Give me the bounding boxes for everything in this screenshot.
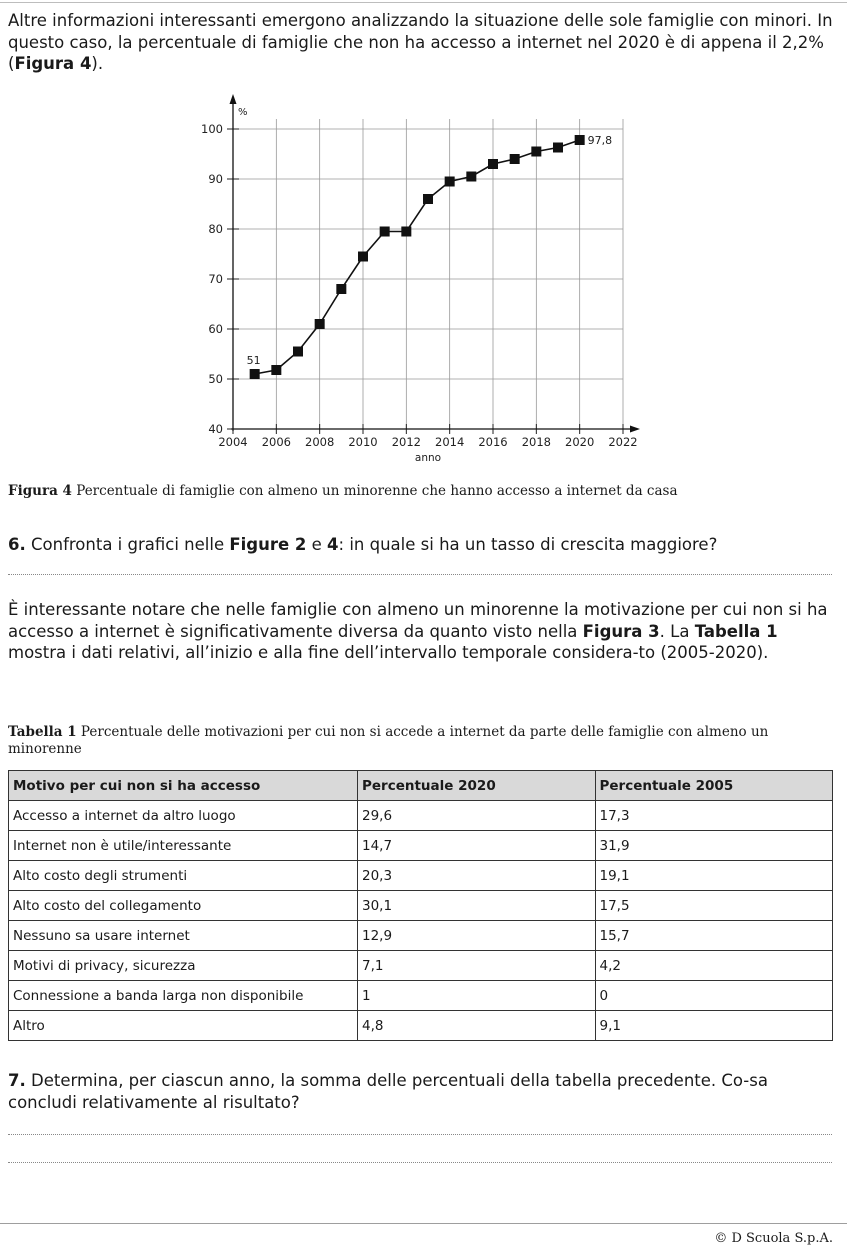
table-row bbox=[9, 921, 833, 951]
header-motivo: Motivo per cui non si ha accesso bbox=[9, 771, 358, 801]
question-6-ref-1: Figure 2 bbox=[229, 535, 307, 554]
intro-figure-ref: Figura 4 bbox=[14, 54, 92, 73]
question-7-number: 7. bbox=[8, 1071, 26, 1090]
y-tick-label: 50 bbox=[208, 372, 223, 386]
cell-2005: 17,3 bbox=[595, 801, 833, 831]
x-axis-arrow bbox=[630, 426, 640, 433]
y-tick-label: 90 bbox=[208, 172, 223, 186]
question-6-text-2: e bbox=[306, 535, 328, 554]
table-caption-text: Percentuale delle motivazioni per cui non si accede a internet da parte delle famiglie con almeno un minorenne bbox=[8, 724, 769, 757]
y-tick-label: 80 bbox=[208, 222, 223, 236]
x-tick-label: 2014 bbox=[435, 435, 465, 449]
table-row bbox=[9, 981, 833, 1011]
table-caption-label: Tabella 1 bbox=[8, 724, 77, 740]
header-2005: Percentuale 2005 bbox=[595, 771, 833, 801]
x-tick-label: 2004 bbox=[218, 435, 248, 449]
cell-2005: 15,7 bbox=[595, 921, 833, 951]
figure-caption-label: Figura 4 bbox=[8, 483, 72, 499]
x-tick-label: 2006 bbox=[261, 435, 291, 449]
y-tick-label: 60 bbox=[208, 322, 223, 336]
cell-motivo: Internet non è utile/interessante bbox=[9, 831, 358, 861]
cell-motivo: Accesso a internet da altro luogo bbox=[9, 801, 358, 831]
paragraph-2-ref-1: Figura 3 bbox=[582, 621, 660, 641]
cell-2020: 7,1 bbox=[358, 951, 596, 981]
cell-motivo: Alto costo degli strumenti bbox=[9, 861, 358, 891]
intro-text-end: ). bbox=[91, 54, 104, 73]
cell-2020: 30,1 bbox=[358, 891, 596, 921]
x-axis-label: anno bbox=[414, 452, 442, 464]
table-row bbox=[9, 861, 833, 891]
cell-2020: 4,8 bbox=[358, 1011, 596, 1041]
x-tick-label: 2022 bbox=[608, 435, 638, 449]
top-rule bbox=[0, 2, 847, 3]
cell-2020: 12,9 bbox=[358, 921, 596, 951]
data-point bbox=[271, 365, 281, 375]
table-row bbox=[9, 801, 833, 831]
data-point bbox=[510, 154, 520, 164]
question-7 bbox=[8, 1070, 838, 1113]
intro-paragraph bbox=[8, 10, 838, 75]
paragraph-2-text-2: . La bbox=[659, 621, 695, 641]
y-axis-arrow bbox=[230, 94, 237, 104]
data-point bbox=[250, 369, 260, 379]
header-2020: Percentuale 2020 bbox=[358, 771, 596, 801]
figure-caption-text: Percentuale di famiglie con almeno un minorenne che hanno accesso a internet da casa bbox=[71, 483, 678, 499]
cell-2005: 4,2 bbox=[595, 951, 833, 981]
intro-text: Altre informazioni interessanti emergono analizzando la situazione delle sole famiglie con minori. In questo caso, la percentuale di famiglie che non ha accesso a internet nel 2020 è di appena il 2,2% ( bbox=[8, 11, 833, 73]
cell-motivo: Motivi di privacy, sicurezza bbox=[9, 951, 358, 981]
data-point bbox=[380, 227, 390, 237]
x-tick-label: 2020 bbox=[565, 435, 595, 449]
cell-2020: 14,7 bbox=[358, 831, 596, 861]
table-row bbox=[9, 891, 833, 921]
table-row bbox=[9, 831, 833, 861]
table-caption bbox=[8, 724, 808, 758]
question-7-text: Determina, per ciascun anno, la somma delle percentuali della tabella precedente. Co-sa concludi relativamente al risultato? bbox=[8, 1071, 768, 1112]
data-point bbox=[466, 172, 476, 182]
data-point bbox=[445, 177, 455, 187]
data-point bbox=[575, 135, 585, 145]
paragraph-2-text-3: mostra i dati relativi, all’inizio e alla fine dell’intervallo temporale considera-to (2005-2020). bbox=[8, 643, 769, 662]
cell-2005: 17,5 bbox=[595, 891, 833, 921]
y-tick-label: 70 bbox=[208, 272, 223, 286]
x-tick-label: 2010 bbox=[348, 435, 378, 449]
cell-2020: 1 bbox=[358, 981, 596, 1011]
data-point bbox=[531, 147, 541, 157]
answer-line[interactable] bbox=[8, 1162, 832, 1163]
cell-motivo: Altro bbox=[9, 1011, 358, 1041]
y-tick-label: 100 bbox=[201, 122, 223, 136]
x-tick-label: 2016 bbox=[478, 435, 508, 449]
bottom-rule bbox=[0, 1223, 847, 1224]
cell-2005: 19,1 bbox=[595, 861, 833, 891]
data-point bbox=[553, 143, 563, 153]
table-header-row bbox=[9, 771, 833, 801]
paragraph-2 bbox=[8, 599, 838, 664]
answer-line[interactable] bbox=[8, 574, 832, 575]
x-tick-label: 2008 bbox=[305, 435, 335, 449]
question-6-text-3: : in quale si ha un tasso di crescita maggiore? bbox=[338, 535, 718, 554]
data-label: 51 bbox=[246, 354, 261, 367]
copyright: © D Scuola S.p.A. bbox=[714, 1231, 833, 1246]
cell-2020: 20,3 bbox=[358, 861, 596, 891]
cell-2005: 0 bbox=[595, 981, 833, 1011]
question-6 bbox=[8, 534, 838, 556]
line-chart bbox=[190, 90, 640, 475]
y-tick-label: 40 bbox=[208, 422, 223, 436]
table-body bbox=[9, 801, 833, 1041]
data-table bbox=[8, 770, 833, 1041]
series-line bbox=[255, 140, 580, 374]
cell-2020: 29,6 bbox=[358, 801, 596, 831]
question-6-number: 6. bbox=[8, 535, 26, 554]
paragraph-2-text: È interessante notare che nelle famiglie con almeno un minorenne la motivazione per cui non si ha accesso a internet è significativamente diversa da quanto visto nella bbox=[8, 600, 828, 641]
data-point bbox=[488, 159, 498, 169]
question-6-text: Confronta i grafici nelle bbox=[25, 535, 230, 554]
table-row bbox=[9, 951, 833, 981]
data-point bbox=[358, 252, 368, 262]
x-tick-label: 2012 bbox=[391, 435, 421, 449]
answer-line[interactable] bbox=[8, 1134, 832, 1135]
x-tick-label: 2018 bbox=[521, 435, 551, 449]
table-row bbox=[9, 1011, 833, 1041]
paragraph-2-ref-2: Tabella 1 bbox=[694, 621, 778, 641]
figure-caption bbox=[8, 483, 678, 499]
data-point bbox=[336, 284, 346, 294]
y-axis-label: % bbox=[238, 107, 248, 118]
data-point bbox=[293, 347, 303, 357]
cell-2005: 31,9 bbox=[595, 831, 833, 861]
data-label: 97,8 bbox=[587, 134, 613, 147]
data-point bbox=[315, 319, 325, 329]
cell-motivo: Alto costo del collegamento bbox=[9, 891, 358, 921]
cell-motivo: Connessione a banda larga non disponibile bbox=[9, 981, 358, 1011]
cell-motivo: Nessuno sa usare internet bbox=[9, 921, 358, 951]
question-6-ref-2: 4 bbox=[327, 535, 339, 554]
cell-2005: 9,1 bbox=[595, 1011, 833, 1041]
data-point bbox=[423, 194, 433, 204]
data-point bbox=[401, 227, 411, 237]
